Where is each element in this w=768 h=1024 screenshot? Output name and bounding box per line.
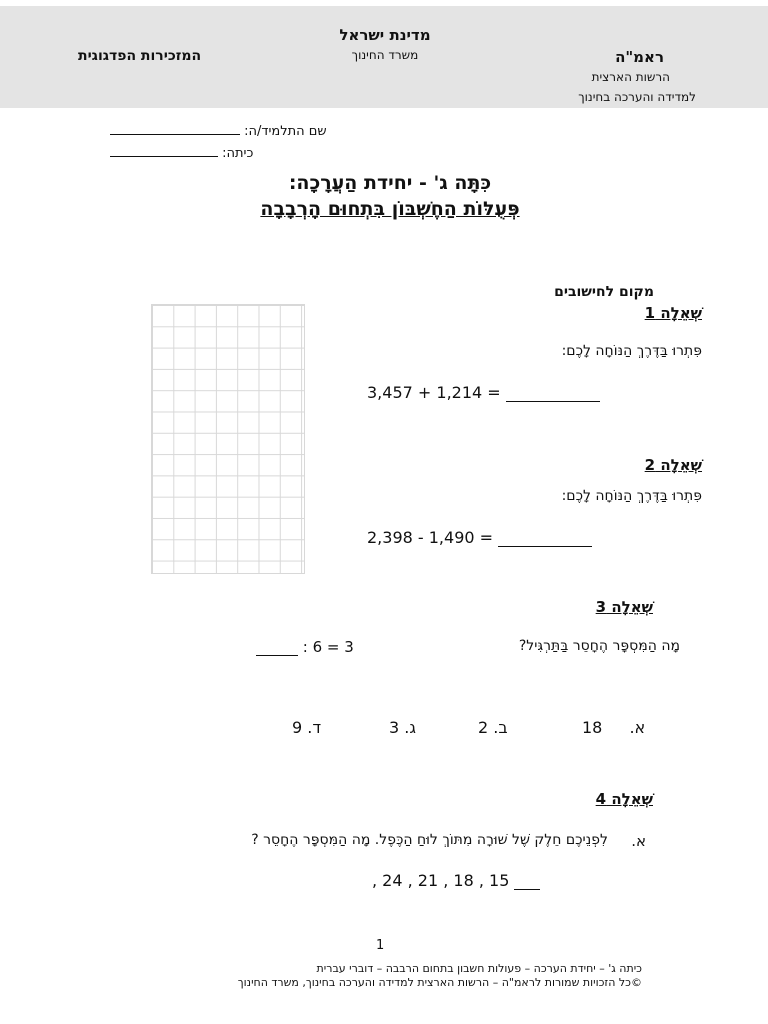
student-name-blank xyxy=(110,134,240,135)
q2-exercise xyxy=(367,528,592,547)
calc-grid[interactable] xyxy=(151,304,305,574)
header-center-subtitle: משרד החינוך xyxy=(351,48,419,62)
q3-answer-blank[interactable] xyxy=(256,639,298,656)
q1-exercise xyxy=(367,383,600,402)
q1-title: שְׁאֵלָה 1 xyxy=(644,304,702,322)
q3-equation xyxy=(256,638,354,656)
q3-option-c-letter: ג. xyxy=(404,718,416,737)
student-class-blank xyxy=(110,156,218,157)
header-left-title: המזכירות הפדגוגית xyxy=(78,48,202,64)
header-right-line1: הרשות הארצית xyxy=(591,70,670,84)
q4-letter: א. xyxy=(631,832,646,850)
header-right-line2: למדידה והערכה בחינוך xyxy=(578,90,696,104)
footer-line2: ©כל הזכויות שמורות לראמ"ה – הרשות הארצית למדידה והערכה בחינוך, משרד החינוך xyxy=(237,976,642,989)
page-title-line2: פְּעֻלּוֹת הַחֶשְׁבּוֹן בִּתְחוּם הָרְבָבָה xyxy=(260,198,520,220)
student-name-label: שם התלמיד/ה: xyxy=(244,124,327,139)
q3-option-b-value: 2 xyxy=(478,718,489,737)
q3-question: מָה הַמִּסְפָּר הֶחָסֵר בַּתַּרְגִּיל? xyxy=(518,638,680,654)
q3-option-c-value: 3 xyxy=(389,718,400,737)
q3-option-d-value: 9 xyxy=(292,718,303,737)
q4-answer-blank[interactable] xyxy=(514,873,540,890)
q4-sequence: , 24 , 21 , 18 , 15 xyxy=(372,871,510,890)
q3-title: שְׁאֵלָה 3 xyxy=(595,598,653,616)
q2-instruction: פִּתְרוּ בַּדֶּרֶךְ הַנּוֹחָה לָכֶם: xyxy=(561,488,702,504)
q3-equation-text: : 6 = 3 xyxy=(302,638,354,656)
q3-option-d[interactable] xyxy=(292,718,321,737)
q3-option-a-letter: א. xyxy=(629,718,646,737)
q1-answer-blank[interactable] xyxy=(506,383,600,402)
q3-option-c[interactable] xyxy=(389,718,416,737)
q3-option-a[interactable] xyxy=(582,718,645,737)
q2-expression: 2,398 - 1,490 = xyxy=(367,528,494,547)
q3-option-a-value: 18 xyxy=(582,718,603,737)
q4-sequence-row xyxy=(372,871,540,890)
header-center-title: מדינת ישראל xyxy=(339,26,431,44)
page-number: 1 xyxy=(376,938,385,953)
calc-area-label: מקום לחישובים xyxy=(554,284,654,300)
q3-option-d-letter: ד. xyxy=(307,718,322,737)
q3-option-b-letter: ב. xyxy=(493,718,508,737)
q4-question: לִפְנֵיכֶם חֵלֶק שֶׁל שׁוּרָה מִתּוֹךְ לוּחַ הַכֶּפֶל. מָה הַמִּסְפָּר הֶחָסֵר ? xyxy=(251,832,608,848)
student-class-field xyxy=(110,146,253,161)
student-class-label: כיתה: xyxy=(222,146,254,161)
q2-title: שְׁאֵלָה 2 xyxy=(644,456,702,474)
footer-line1: כיתה ג' – יחידת הערכה – פעולות חשבון בתחום הרבבה – דוברי עברית xyxy=(316,962,642,975)
header-right-title: ראמ"ה xyxy=(615,48,664,66)
student-name-field xyxy=(110,124,327,139)
q2-answer-blank[interactable] xyxy=(498,528,592,547)
page-title-line1: כִּתָּה ג' - יחידת הַעֲרָכָה: xyxy=(288,172,492,194)
q1-expression: 3,457 + 1,214 = xyxy=(367,383,501,402)
q4-title: שְׁאֵלָה 4 xyxy=(595,790,653,808)
q1-instruction: פִּתְרוּ בַּדֶּרֶךְ הַנּוֹחָה לָכֶם: xyxy=(561,343,702,359)
q3-option-b[interactable] xyxy=(478,718,508,737)
